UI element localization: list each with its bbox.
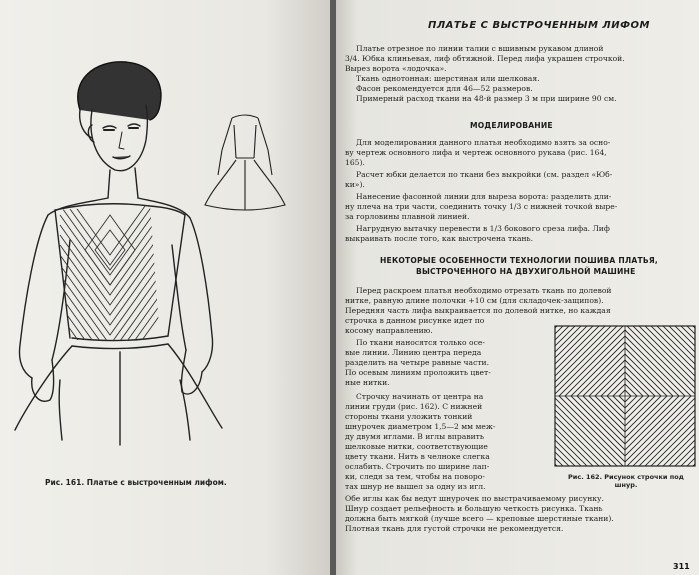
text-line: ву чертеж основного лифа и чертеж основного рукава (рис. 164, — [345, 148, 607, 157]
text-line: шнурочек диаметром 1,5—2 мм меж- — [345, 422, 496, 431]
stitch-pattern-figure — [554, 325, 696, 467]
dress-illustration — [0, 0, 332, 470]
text-line: Шнур создает рельефность и большую четкость рисунка. Ткань — [345, 504, 603, 513]
text-line: Ткань однотонная: шерстяная или шелковая. — [356, 74, 540, 83]
text-line: выкраивать после того, как выстрочена ткань. — [345, 234, 534, 243]
text-line: Нанесение фасонной линии для выреза ворота: разделить дли- — [356, 192, 612, 201]
text-line: ки»). — [345, 180, 365, 189]
text-line: Вырез ворота «лодочка». — [345, 64, 447, 73]
text-line: ну плеча на три части, соединить точку 1/3 с нижней точкой выре- — [345, 202, 618, 211]
text-line: Примерный расход ткани на 48-й размер 3 м при ширине 90 см. — [356, 94, 617, 103]
figure-162-caption: Рис. 162. Рисунок строчки под шнур. — [568, 473, 684, 489]
text-line: По осевым линиям проложить цвет- — [345, 368, 491, 377]
page-title: ПЛАТЬЕ С ВЫСТРОЧЕННЫМ ЛИФОМ — [428, 20, 650, 31]
text-line: По ткани наносятся только осе- — [356, 338, 485, 347]
text-line: цвету ткани. Нить в челноке слегка — [345, 452, 490, 461]
text-line: Плотная ткань для густой строчки не рекомендуется. — [345, 524, 564, 533]
text-line: Нагрудную вытачку перевести в 1/3 бокового среза лифа. Лиф — [356, 224, 610, 233]
figure-161-caption: Рис. 161. Платье с выстроченным лифом. — [45, 478, 227, 487]
text-line: Фасон рекомендуется для 46—52 размеров. — [356, 84, 533, 93]
text-line: ду двумя иглами. В иглы вправить — [345, 432, 484, 441]
text-line: 3/4. Юбка клиньевая, лиф обтяжной. Перед лифа украшен строчкой. — [345, 54, 625, 63]
text-line: нитке, равную длине полочки +10 см (для складочек-защипов). — [345, 296, 604, 305]
text-line: Для моделирования данного платья необходимо взять за осно- — [356, 138, 611, 147]
text-line: за горловины плавной линией. — [345, 212, 470, 221]
text-line: Платье отрезное по линии талии с вшивным рукавом длиной — [356, 44, 604, 53]
text-line: Перед раскроем платья необходимо отрезать ткань по долевой — [356, 286, 612, 295]
text-line: вые линии. Линию центра переда — [345, 348, 482, 357]
section-heading-technology-1: НЕКОТОРЫЕ ОСОБЕННОСТИ ТЕХНОЛОГИИ ПОШИВА ПЛАТЬЯ, — [380, 256, 658, 265]
text-line: Обе иглы как бы ведут шнурочек по выстрачиваемому рисунку. — [345, 494, 604, 503]
text-line: Передняя часть лифа выкраивается по долевой нитке, но каждая — [345, 306, 611, 315]
text-line: косому направлению. — [345, 326, 433, 335]
text-line: строчка в данном рисунке идет по — [345, 316, 485, 325]
left-page — [0, 0, 332, 575]
text-line: стороны ткани уложить тонкий — [345, 412, 473, 421]
text-line: ные нитки. — [345, 378, 390, 387]
section-heading-modeling: МОДЕЛИРОВАНИЕ — [470, 121, 553, 130]
text-line: 165). — [345, 158, 365, 167]
text-line: ки, следя за тем, чтобы на поворо- — [345, 472, 485, 481]
page-number: 311 — [673, 562, 690, 571]
text-line: шелковые нитки, соответствующие — [345, 442, 488, 451]
section-heading-technology-2: ВЫСТРОЧЕННОГО НА ДВУХИГОЛЬНОЙ МАШИНЕ — [416, 267, 636, 276]
text-line: тах шнур не вышел за одну из игл. — [345, 482, 486, 491]
text-line: линии груди (рис. 162). С нижней — [345, 402, 483, 411]
text-line: Строчку начинать от центра на — [356, 392, 484, 401]
text-line: ослабить. Строчить по ширине лап- — [345, 462, 490, 471]
text-line: Расчет юбки делается по ткани без выкройки (см. раздел «Юб- — [356, 170, 613, 179]
text-line: должна быть мягкой (лучше всего — креповые шерстяные ткани). — [345, 514, 614, 523]
text-line: разделить на четыре равные части. — [345, 358, 490, 367]
